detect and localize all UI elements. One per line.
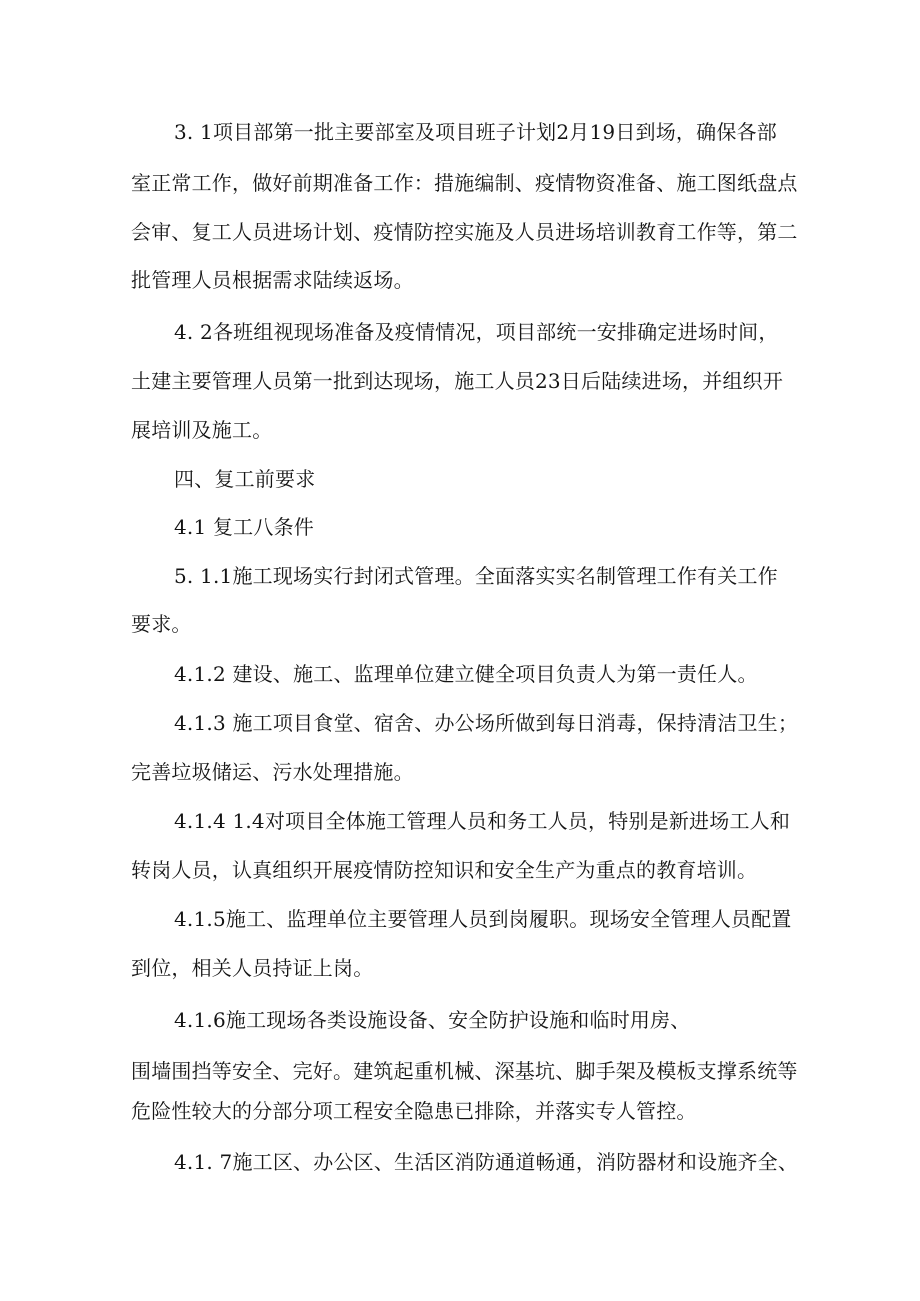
paragraph-4-1-7-line-1: 4.1. 7施工区、办公区、生活区消防通道畅通，消防器材和设施齐全、 (174, 1150, 799, 1174)
paragraph-4-1-5-line-1: 4.1.5施工、监理单位主要管理人员到岗履职。现场安全管理人员配置 (174, 907, 792, 931)
paragraph-3-1-line-2: 室正常工作，做好前期准备工作：措施编制、疫情物资准备、施工图纸盘点 (131, 171, 798, 195)
paragraph-4-1-2: 4.1.2 建设、施工、监理单位建立健全项目负责人为第一责任人。 (174, 662, 758, 686)
paragraph-4-1-6-line-2: 围墙围挡等安全、完好。建筑起重机械、深基坑、脚手架及模板支撑系统等 (131, 1059, 798, 1083)
paragraph-4-2-line-3: 展培训及施工。 (131, 418, 273, 442)
paragraph-3-1-line-3: 会审、复工人员进场计划、疫情防控实施及人员进场培训教育工作等，第二 (131, 220, 798, 244)
paragraph-4-1-5-line-2: 到位，相关人员持证上岗。 (131, 956, 374, 980)
paragraph-3-1-line-4: 批管理人员根据需求陆续返场。 (131, 268, 414, 292)
section-heading-four: 四、复工前要求 (174, 467, 316, 491)
paragraph-4-1-4-line-1: 4.1.4 1.4对项目全体施工管理人员和务工人员，特别是新进场工人和 (174, 809, 791, 833)
paragraph-4-1-3-line-1: 4.1.3 施工项目食堂、宿舍、办公场所做到每日消毒，保持清洁卫生； (174, 711, 799, 735)
paragraph-5-1-1-line-1: 5. 1.1施工现场实行封闭式管理。全面落实实名制管理工作有关工作 (174, 564, 778, 588)
paragraph-4-1-4-line-2: 转岗人员，认真组织开展疫情防控知识和安全生产为重点的教育培训。 (131, 858, 758, 882)
subsection-heading-4-1: 4.1 复工八条件 (174, 515, 314, 539)
paragraph-4-2-line-2: 土建主要管理人员第一批到达现场，施工人员23日后陆续进场，并组织开 (131, 369, 784, 393)
paragraph-4-1-6-line-3: 危险性较大的分部分项工程安全隐患已排除，并落实专人管控。 (131, 1099, 697, 1123)
paragraph-3-1-line-1: 3. 1项目部第一批主要部室及项目班子计划2月19日到场，确保各部 (174, 120, 777, 144)
paragraph-4-1-3-line-2: 完善垃圾储运、污水处理措施。 (131, 760, 414, 784)
paragraph-4-1-6-line-1: 4.1.6施工现场各类设施设备、安全防护设施和临时用房、 (174, 1008, 691, 1032)
paragraph-4-2-line-1: 4. 2各班组视现场准备及疫情情况，项目部统一安排确定进场时间， (174, 320, 779, 344)
paragraph-5-1-1-line-2: 要求。 (131, 612, 192, 636)
